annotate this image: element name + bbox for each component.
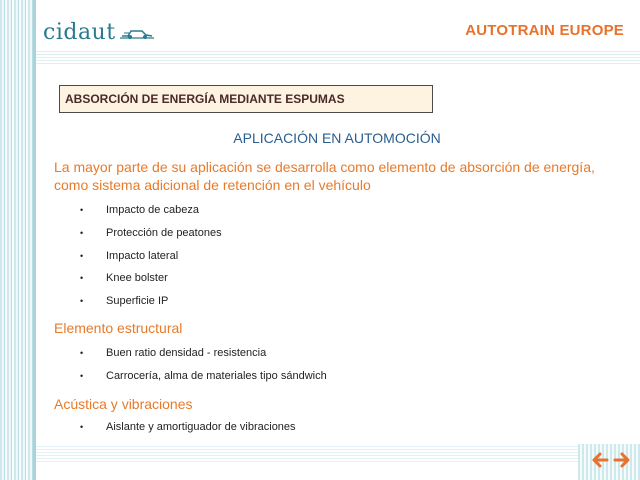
group-heading-structural: Elemento estructural [54,320,183,336]
list-item [80,342,327,365]
bullet-list-energy-absorption [80,199,222,312]
bullet-icon: • [80,250,84,261]
bullet-icon: • [80,296,84,307]
list-item-text: Buen ratio densidad - resistencia [106,347,267,360]
group-heading-energy-absorption: La mayor parte de su aplicación se desarrolla como elemento de absorción de energía, como sistema adicional de retención en el vehículo [54,159,595,193]
left-decorative-stripes [0,0,36,480]
list-item-text: Protección de peatones [106,227,222,240]
list-item-text: Superficie IP [106,295,169,308]
list-item [80,199,222,222]
bullet-icon: • [80,422,84,433]
bullet-list-acoustics [80,416,296,439]
logo-text: cidaut [43,20,116,45]
header-divider [36,50,640,64]
section-title: ABSORCIÓN DE ENERGÍA MEDIANTE ESPUMAS [65,92,345,106]
bullet-icon: • [80,228,84,239]
section-title-box [59,85,433,113]
bullet-icon: • [80,205,84,216]
arrow-right-icon[interactable] [613,452,631,468]
bullet-list-structural [80,342,327,387]
list-item [80,222,222,245]
list-item [80,244,222,267]
cidaut-logo [43,20,154,45]
slide-subtitle: APLICACIÓN EN AUTOMOCIÓN [233,130,441,146]
list-item [80,365,327,388]
group-heading-acoustics: Acústica y vibraciones [54,396,193,412]
bullet-icon: • [80,348,84,359]
list-item-text: Impacto lateral [106,249,179,262]
list-item-text: Impacto de cabeza [106,204,199,217]
list-item-text: Aislante y amortiguador de vibraciones [106,421,296,434]
car-icon [120,25,154,41]
footer-divider [36,444,640,462]
list-item [80,290,222,313]
list-item [80,416,296,439]
list-item-text: Carrocería, alma de materiales tipo sándwich [106,370,327,383]
app-title: AUTOTRAIN EUROPE [465,22,624,39]
list-item [80,267,222,290]
list-item-text: Knee bolster [106,272,168,285]
arrow-left-icon[interactable] [591,452,609,468]
bullet-icon: • [80,273,84,284]
bullet-icon: • [80,371,84,382]
